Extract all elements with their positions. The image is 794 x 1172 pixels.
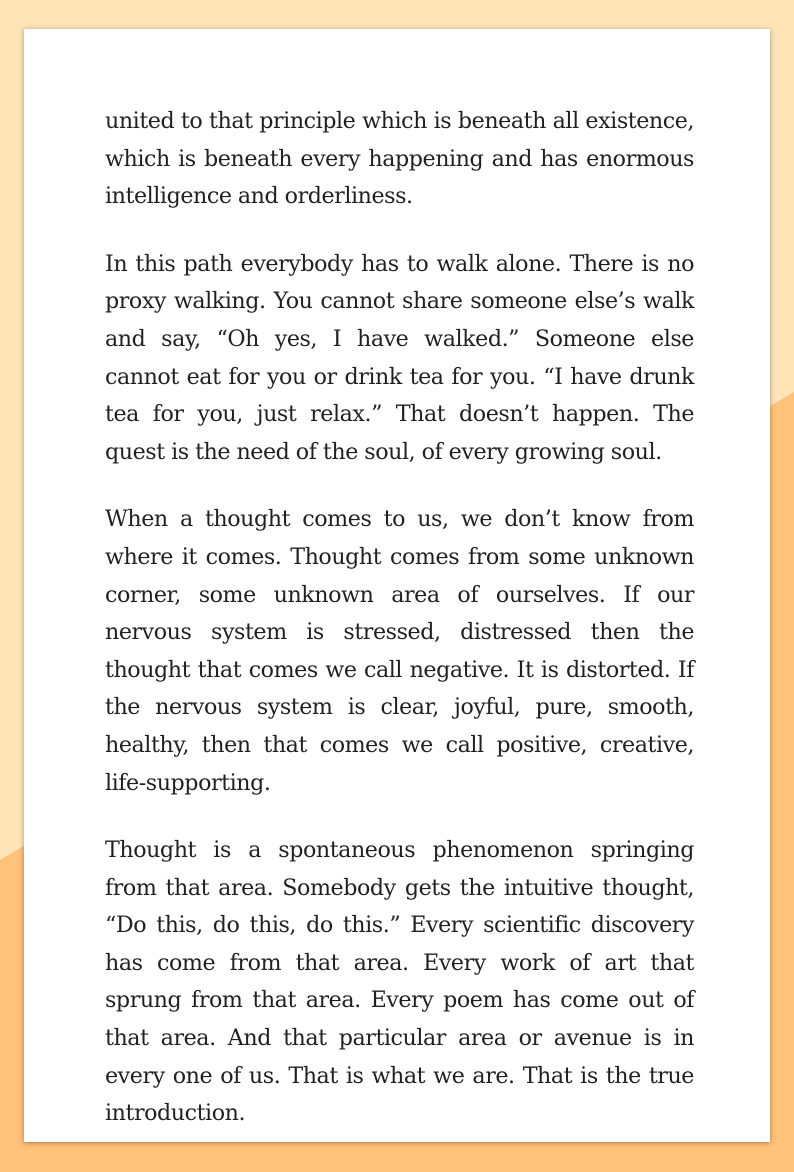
book-page bbox=[24, 29, 770, 1142]
paragraph-1: united to that principle which is beneath all existence, which is beneath every happening and has enormous intelligence and orderliness. bbox=[105, 108, 694, 210]
paragraph-2: In this path everybody has to walk alone. There is no proxy walking. You cannot share someone else’s walk and say, “Oh yes, I have walked.” Someone else cannot eat for you or drink tea for you. “I have drunk tea for you, just relax.” That doesn’t happen. The quest is the need of the soul, of every growing soul. bbox=[105, 250, 694, 465]
paragraph-4: Thought is a spontaneous phenomenon springing from that area. Somebody gets the intuitive thought, “Do this, do this, do this.” Every scientific discovery has come from that area. Every work of art that sprung from that area. Every poem has come out of that area. And that particular area or avenue is in every one of us. That is what we are. That is the true introduction. bbox=[105, 837, 694, 1127]
page-body bbox=[105, 103, 694, 1133]
paragraph-3: When a thought comes to us, we don’t know from where it comes. Thought comes from some unknown corner, some unknown area of ourselves. If our nervous system is stressed, distressed then the thought that comes we call negative. It is distorted. If the nervous system is clear, joyful, pure, smooth, healthy, then that comes we call positive, creative, life-supporting. bbox=[105, 506, 694, 796]
